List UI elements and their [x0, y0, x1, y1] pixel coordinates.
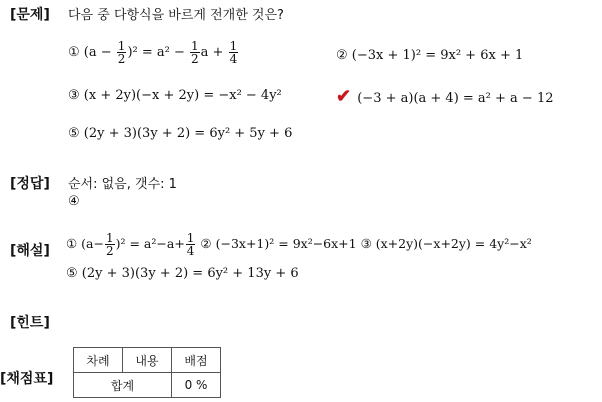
option-1[interactable]: ① (a − $\frac{1}{2}$ )² = a² − $\frac{1}{2}$ a + $\frac{1}{4}$: [68, 39, 238, 66]
option-4[interactable]: [336, 86, 554, 107]
hint-label: [힌트]: [10, 315, 50, 331]
option-expression: (x + 2y)(−x + 2y) = −x² − 4y²: [83, 88, 282, 103]
answer-label: [정답]: [10, 176, 50, 192]
total-label: 합계: [74, 373, 172, 398]
total-value: 0 %: [172, 373, 221, 398]
fraction: $\frac{1}{4}$: [186, 231, 195, 258]
option-number: ②: [336, 48, 348, 63]
table-header-cell: 배점: [172, 348, 221, 373]
fraction: $\frac{1}{2}$: [105, 231, 114, 258]
fraction: $\frac{1}{2}$: [117, 39, 126, 66]
option-number: ③: [68, 88, 80, 103]
table-header-cell: 내용: [123, 348, 172, 373]
option-5[interactable]: [68, 126, 292, 141]
option-expression: (2y + 3)(3y + 2) = 6y² + 5y + 6: [83, 126, 293, 141]
fraction: $\frac{1}{4}$: [229, 39, 238, 66]
scoring-label: [채점표]: [0, 371, 54, 387]
table-header-cell: 차례: [74, 348, 123, 373]
option-number: ⑤: [68, 126, 80, 141]
option-3[interactable]: [68, 88, 282, 103]
table-header-row: [74, 348, 221, 373]
question-text: 다음 중 다항식을 바르게 전개한 것은?: [68, 8, 284, 23]
option-expression: (−3 + a)(a + 4) = a² + a − 12: [357, 91, 554, 106]
fraction: $\frac{1}{2}$: [191, 39, 199, 66]
explanation-line-1: ① (a− $\frac{1}{2}$ )² = a²−a+ $\frac{1}{4}$ ② (−3x+1)² = 9x²−6x+1 ③ (x+2y)(−x+2y) = 4y²−x²: [66, 231, 532, 258]
explanation-line-2: ⑤ (2y + 3)(3y + 2) = 6y² + 13y + 6: [66, 266, 299, 281]
checkmark-icon: ✔: [336, 86, 352, 107]
option-expression: (−3x + 1)² = 9x² + 6x + 1: [351, 48, 524, 63]
problem-label: [문제]: [10, 7, 50, 23]
answer-value: ④: [68, 194, 80, 209]
scoring-table: [73, 347, 221, 398]
option-2[interactable]: [336, 48, 523, 63]
answer-meta: 순서: 없음, 갯수: 1: [68, 177, 177, 192]
table-row: [74, 373, 221, 398]
explanation-label: [해설]: [10, 243, 50, 259]
option-number: ①: [68, 45, 80, 60]
